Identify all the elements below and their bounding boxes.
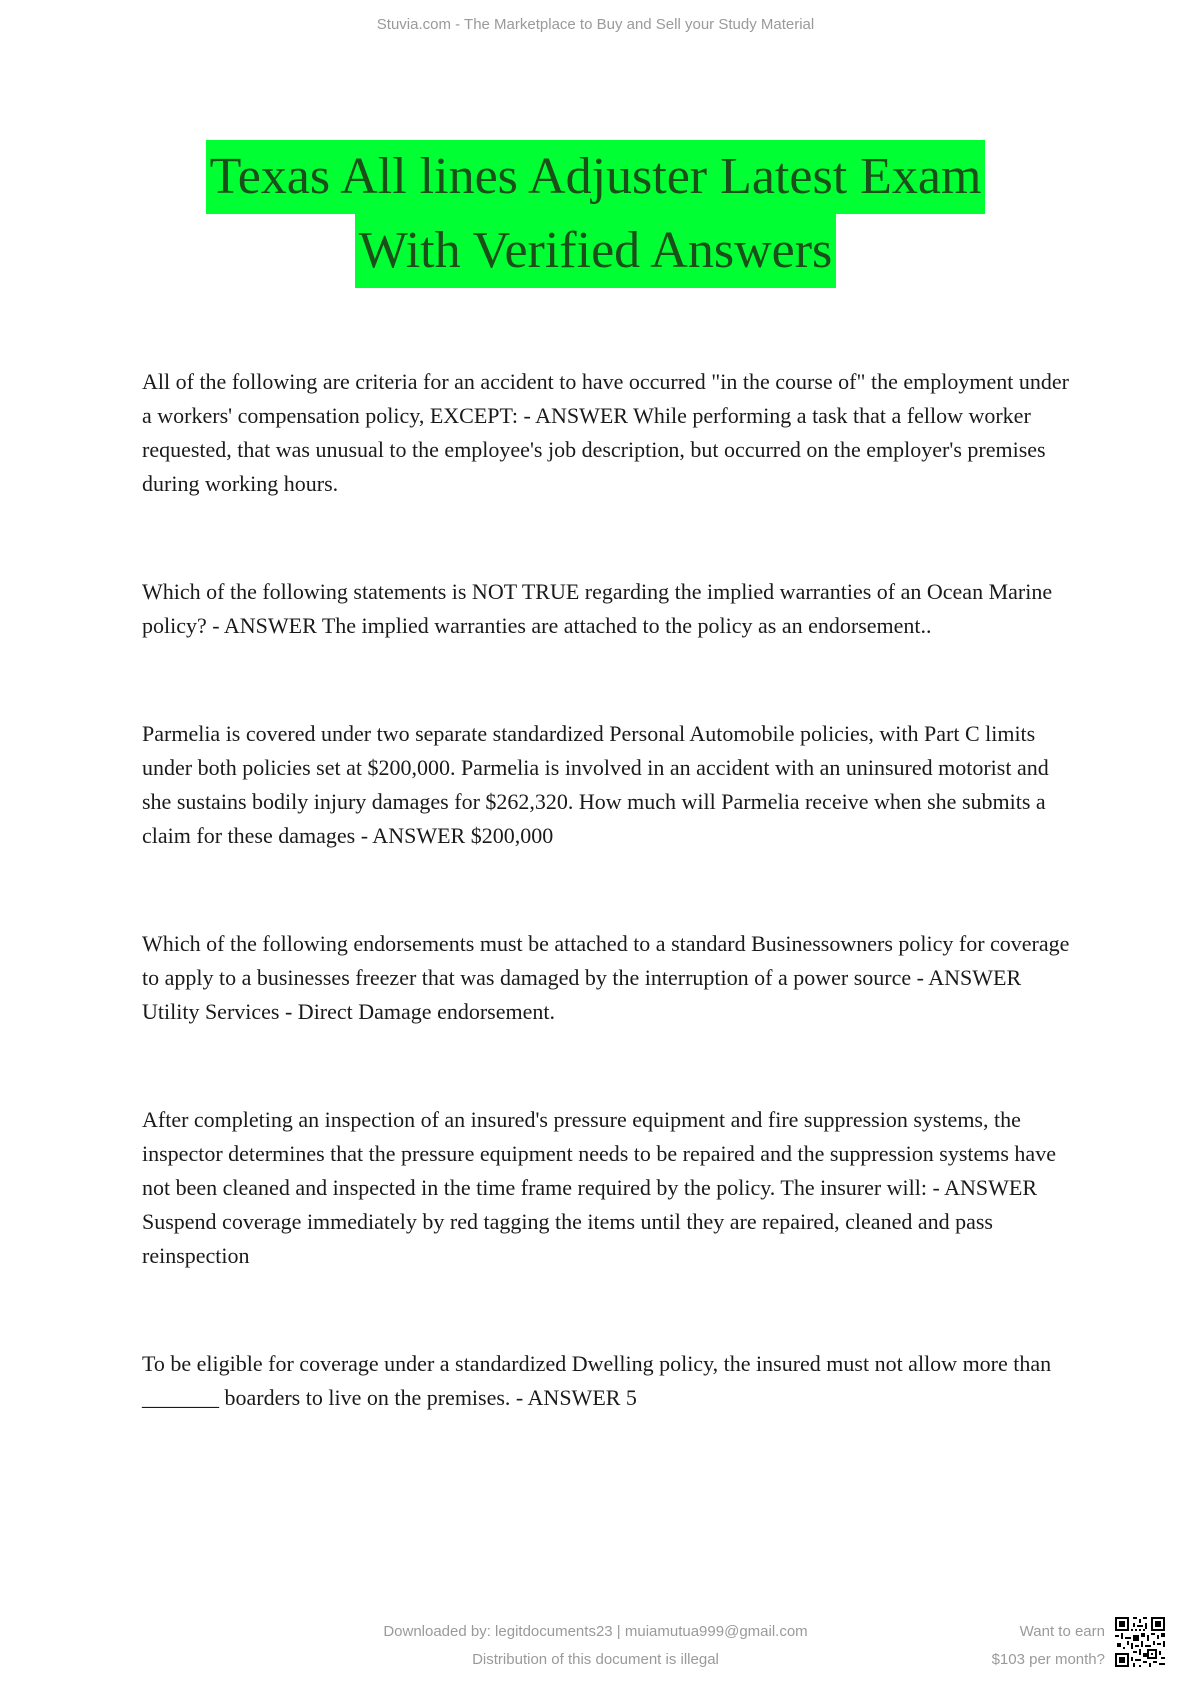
title-line-2: With Verified Answers: [355, 214, 837, 288]
question-1: All of the following are criteria for an accident to have occurred "in the course of" the employment under a workers' compensation policy, EXCEPT: - ANSWER While performing a task that a fellow worker requested, that was unusual to the employee's job description, but occurred on the employer's premises during working hours.: [142, 369, 1069, 496]
promo-text-line-2[interactable]: $103 per month?: [991, 1651, 1105, 1668]
question-list: [142, 365, 1082, 1415]
title-line-1: Texas All lines Adjuster Latest Exam: [206, 140, 986, 214]
downloaded-by-text: Downloaded by: legitdocuments23 | muiamutua999@gmail.com: [383, 1623, 808, 1640]
document-title: [0, 140, 1191, 288]
site-header: Stuvia.com - The Marketplace to Buy and Sell your Study Material: [376, 16, 815, 33]
question-2: Which of the following statements is NOT TRUE regarding the implied warranties of an Ocean Marine policy? - ANSWER The implied warranties are attached to the policy as an endorsement..: [142, 579, 1053, 638]
question-3: Parmelia is covered under two separate standardized Personal Automobile policies, with Part C limits under both policies set at $200,000. Parmelia is involved in an accident with an uninsured motorist and she sustains bodily injury damages for $262,320. How much will Parmelia receive when she submits a claim for these damages - ANSWER $200,000: [142, 721, 1049, 848]
qr-code-icon[interactable]: [1115, 1617, 1165, 1667]
promo-text-line-1[interactable]: Want to earn: [1019, 1623, 1105, 1640]
question-6: To be eligible for coverage under a standardized Dwelling policy, the insured must not allow more than _______ boarders to live on the premises. - ANSWER 5: [142, 1351, 1052, 1410]
question-4: Which of the following endorsements must be attached to a standard Businessowners policy for coverage to apply to a businesses freezer that was damaged by the interruption of a power source - ANSWER Utility Services - Direct Damage endorsement.: [142, 931, 1070, 1024]
question-5: After completing an inspection of an insured's pressure equipment and fire suppression systems, the inspector determines that the pressure equipment needs to be repaired and the suppression systems have not been cleaned and inspected in the time frame required by the policy. The insurer will: - ANSWER Suspend coverage immediately by red tagging the items until they are repaired, cleaned and pass reinspection: [142, 1107, 1056, 1268]
distribution-notice: Distribution of this document is illegal: [472, 1651, 719, 1668]
